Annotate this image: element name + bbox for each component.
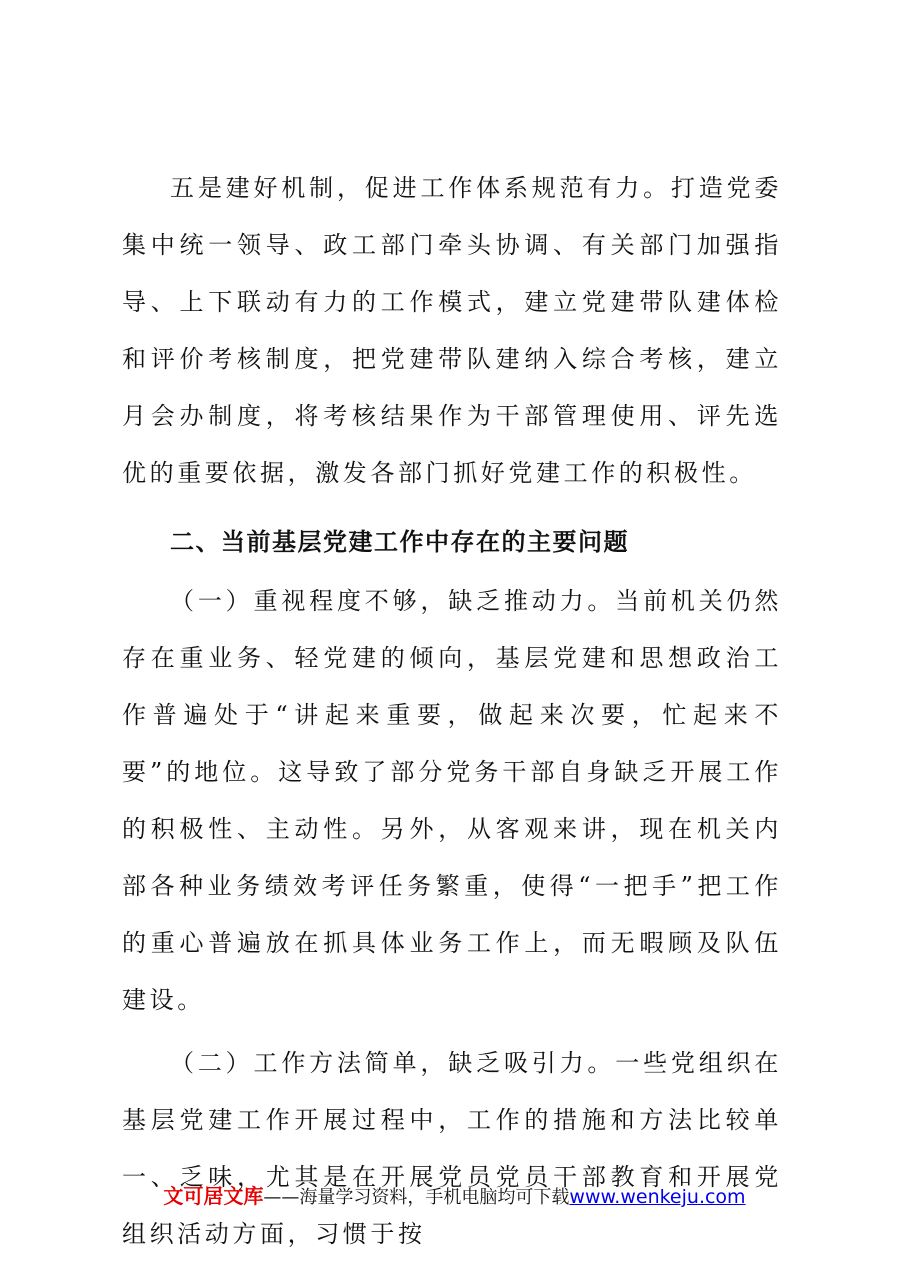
- section-heading: 二、当前基层党建工作中存在的主要问题: [170, 528, 629, 556]
- footer-slogan: ——海量学习资料，手机电脑均可下载: [263, 1187, 570, 1208]
- footer-banner: [0, 1180, 909, 1209]
- footer-brand: 文可居文库: [163, 1184, 264, 1208]
- footer-link[interactable]: www.wenkeju.com: [569, 1186, 746, 1208]
- paragraph-mechanism: 五是建好机制，促进工作体系规范有力。打造党委集中统一领导、政工部门牵头协调、有关部门加强指导、上下联动有力的工作模式，建立党建带队建体检和评价考核制度，把党建带队建纳入综合考核，建立月会办制度，将考核结果作为干部管理使用、评先选优的重要依据，激发各部门抓好党建工作的积极性。: [122, 174, 782, 487]
- document-body: [122, 160, 782, 1263]
- paragraph-spacer: [122, 502, 782, 508]
- paragraph-problem-1: （一）重视程度不够，缺乏推动力。当前机关仍然存在重业务、轻党建的倾向，基层党建和思想政治工作普遍处于“讲起来重要，做起来次要，忙起来不要”的地位。这导致了部分党务干部自身缺乏开展工作的积极性、主动性。另外，从客观来讲，现在机关内部各种业务绩效考评任务繁重，使得“一把手”把工作的重心普遍放在抓具体业务工作上，而无暇顾及队伍建设。: [122, 587, 782, 1014]
- paragraph-problem-2: （二）工作方法简单，缺乏吸引力。一些党组织在基层党建工作开展过程中，工作的措施和方法比较单一、乏味，尤其是在开展党员党员干部教育和开展党组织活动方面，习惯于按: [122, 1049, 782, 1248]
